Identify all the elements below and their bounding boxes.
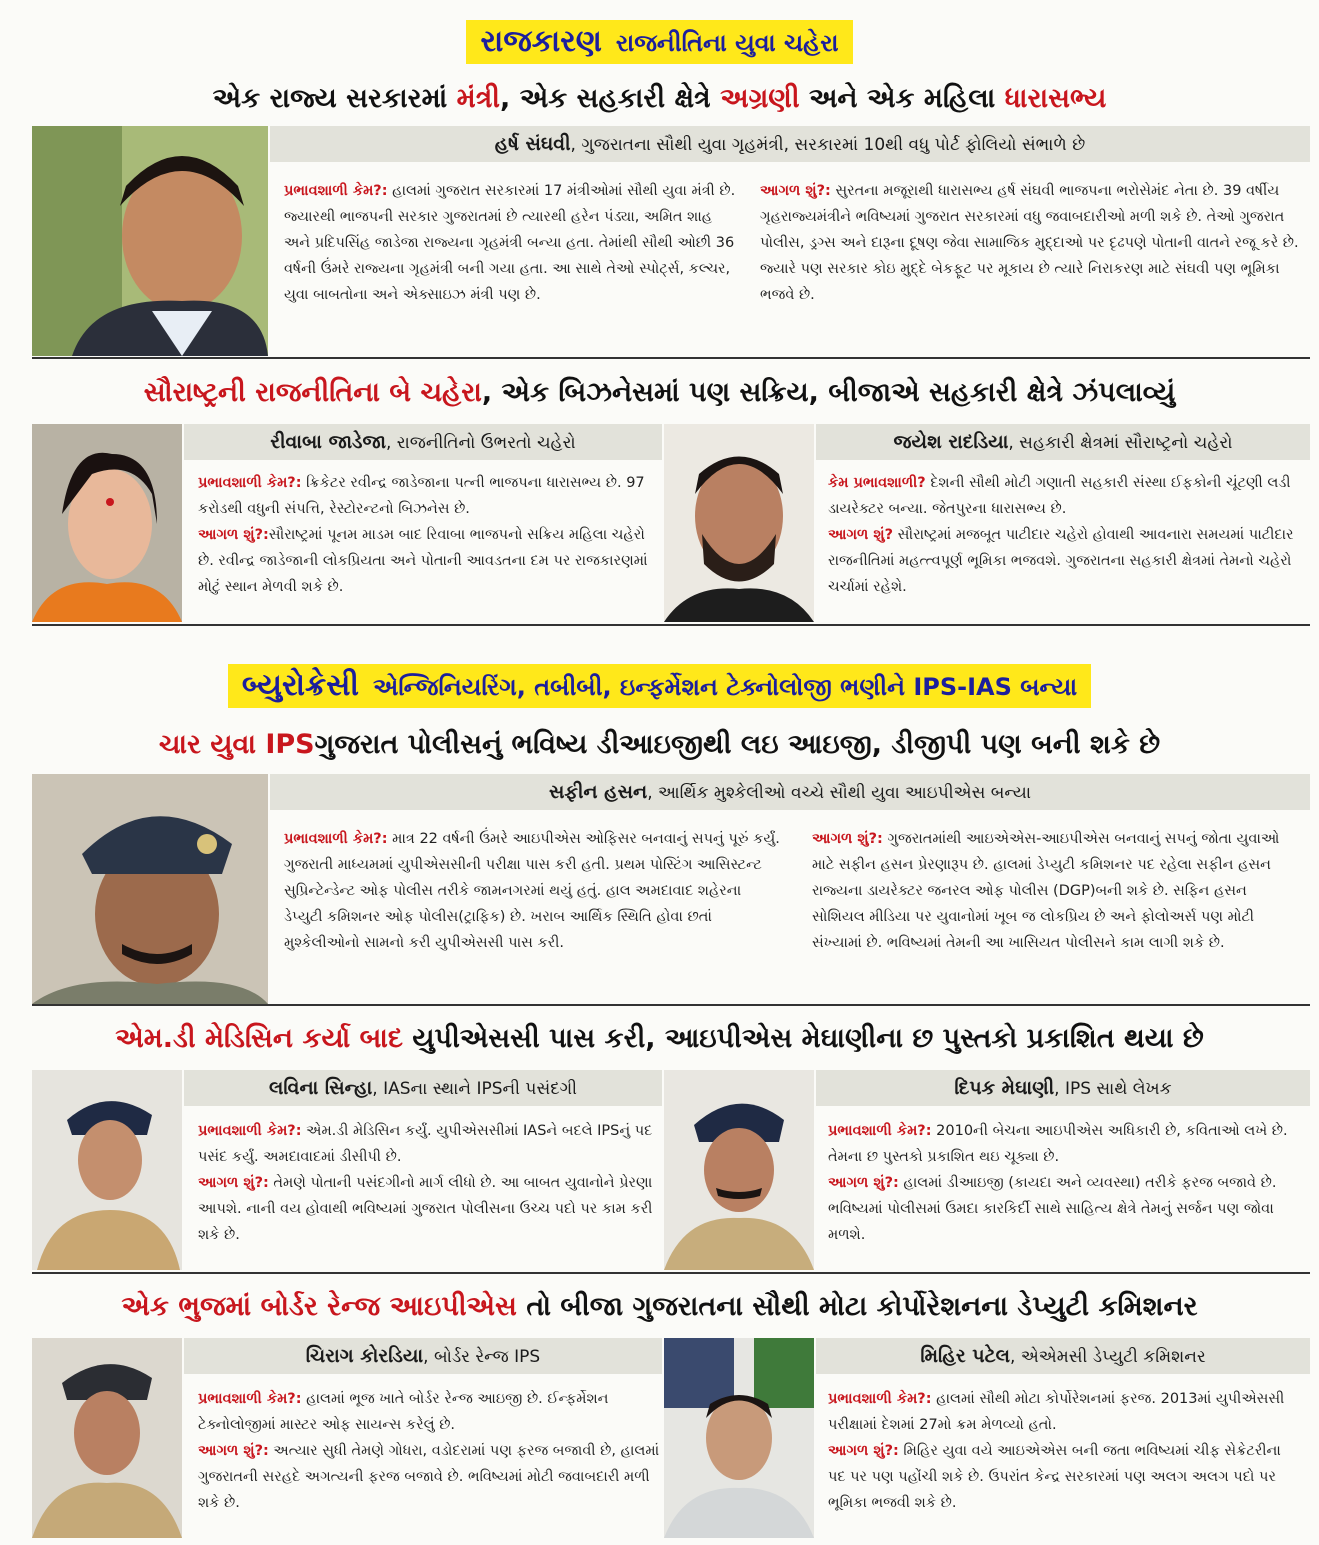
photo-chirag-koradiya — [32, 1338, 182, 1538]
politics-keyword: રાજકારણ — [480, 24, 602, 59]
chirag-text: પ્રભાવશાળી કેમ?: હાલમાં ભૂજ ખાતે બોર્ડર રેન્જ આઇજી છે. ઈન્ફર્મેશન ટેક્નોલોજીમાં માસ્ટર ઓફ સાયન્સ કરેલું છે. આગળ શું?: અત્યાર સુધી તેમણે ગોધરા, વડોદરામાં પણ ફરજ બજાવી છે, હાલમાં ગુજરાતની સરહદે અગત્યની ફરજ બજાવે છે. ભવિષ્યમાં મોટી જવાબદારી મળી શકે છે. — [198, 1391, 660, 1511]
safin-next: આગળ શું?: ગુજરાતમાંથી આઇએએસ-આઇપીએસ બનવાનું સપનું જોતા યુવાઓ માટે સફીન હસન પ્રેરણારૂપ છે. હાલમાં ડેપ્યુટી કમિશનર પદ રહેલા સફીન હસન રાજ્યના ડાયરેક્ટર જનરલ ઓફ પોલીસ (DGP)બની શકે છે. સફિન હસન સોશિયલ મીડિયા પર યુવાનોમાં ખૂબ જ લોકપ્રિય છે અને ફોલોઅર્સ પણ મોટી સંખ્યામાં છે. ભવિષ્યમાં તેમની આ ખાસિયત પોલીસને કામ લાગી શકે છે. — [812, 831, 1280, 951]
divider — [32, 624, 1310, 626]
rivaba-text: પ્રભાવશાળી કેમ?: ક્રિકેટર રવીન્દ્ર જાડેજાના પત્ની ભાજપના ધારાસભ્ય છે. 97 કરોડથી વધુની સંપત્તિ, રેસ્ટોરન્ટનો બિઝનેસ છે. આગળ શું?:સૌરાષ્ટ્રમાં પૂનમ માડમ બાદ રિવાબા ભાજપનો સક્રિય મહિલા ચહેરો છે. રવીન્દ્ર જાડેજાની લોકપ્રિયતા અને પોતાની આવડતના દમ પર રાજકારણમાં મોટું સ્થાન મેળવી શકે છે. — [198, 475, 648, 595]
namebar-rivaba-jadeja: રીવાબા જાડેજા, રાજનીતિનો ઉભરતો ચહેરો — [184, 424, 662, 460]
divider — [32, 1004, 1310, 1006]
politics-banner — [0, 20, 1319, 64]
bureaucracy-banner — [0, 664, 1319, 708]
photo-mihir-patel — [664, 1338, 814, 1538]
photo-jayesh-radadiya — [664, 424, 814, 622]
photo-safin-hasan — [32, 774, 268, 1004]
safin-why: પ્રભાવશાળી કેમ?: માત્ર 22 વર્ષની ઉંમરે આઇપીએસ ઓફિસર બનવાનું સપનું પૂરું કર્યું. ગુજરાતી માધ્યમમાં યુપીએસસીની પરીક્ષા પાસ કરી હતી. પ્રથમ પોસ્ટિંગ આસિસ્ટન્ટ સુપ્રિન્ટેન્ડેન્ટ ઓફ પોલીસ તરીકે જામનગરમાં થયું હતું. હાલ અમદાવાદ શહેરના ડેપ્યુટી કમિશનર ઓફ પોલીસ(ટ્રાફિક) છે. ખરાબ આર્થિક સ્થિતિ હોવા છતાં મુશ્કેલીઓનો સામનો કરી યુપીએસસી પાસ કરી. — [284, 831, 780, 951]
jayesh-text: કેમ પ્રભાવશાળી? દેશની સૌથી મોટી ગણાતી સહકારી સંસ્થા ઈફકોની ચૂંટણી લડી ડાયરેક્ટર બન્યા. જેતપુરના ધારાસભ્ય છે. આગળ શું? સૌરાષ્ટ્રમાં મજબૂત પાટીદાર ચહેરો હોવાથી આવનારા સમયમાં પાટીદાર રાજનીતિમાં મહત્ત્વપૂર્ણ ભૂમિકા ભજવશે. ગુજરાતના સહકારી ક્ષેત્રમાં તેમનો ચહેરો ચર્ચામાં રહેશે. — [828, 475, 1294, 595]
namebar-harsh-sanghavi: હર્ષ સંઘવી, ગુજરાતના સૌથી યુવા ગૃહમંત્રી, સરકારમાં 10થી વધુ પોર્ટ ફોલિયો સંભાળે છે — [270, 126, 1310, 162]
politics-title: રાજનીતિના યુવા ચહેરા — [615, 29, 839, 57]
heading-border-range: એક ભુજમાં બોર્ડર રેન્જ આઇપીએસ તો બીજા ગુજરાતના સૌથી મોટા કોર્પોરેશનના ડેપ્યુટી કમિશનર — [121, 1291, 1198, 1322]
divider — [32, 1272, 1310, 1274]
photo-rivaba-jadeja — [32, 424, 182, 622]
photo-dipak-meghani — [664, 1070, 814, 1270]
namebar-lavina-sinha: લવિના સિન્હા, IASના સ્થાને IPSની પસંદગી — [184, 1070, 662, 1106]
heading-md-medicine: એમ.ડી મેડિસિન કર્યા બાદ યુપીએસસી પાસ કરી, આઇપીએસ મેઘાણીના છ પુસ્તકો પ્રકાશિત થયા છે — [115, 1023, 1204, 1054]
harsh-next: આગળ શું?: સુરતના મજૂરાથી ધારાસભ્ય હર્ષ સંઘવી ભાજપના ભરોસેમંદ નેતા છે. 39 વર્ષીય ગૃહરાજ્યમંત્રીને ભવિષ્યમાં ગુજરાત સરકારમાં વધુ જવાબદારીઓ મળી શકે છે. તેઓ ગુજરાત પોલીસ, ડ્રગ્સ અને દારૂના દૂષણ જેવા સામાજિક મુદ્દાઓ પર દૃઢપણે પોતાની વાતને રજૂ કરે છે. જ્યારે પણ સરકાર કોઇ મુદ્દે બેકફૂટ પર મૂકાય છે ત્યારે નિરાકરણ માટે સંઘવી પણ ભૂમિકા ભજવે છે. — [760, 183, 1299, 303]
namebar-safin-hasan: સફીન હસન, આર્થિક મુશ્કેલીઓ વચ્ચે સૌથી યુવા આઇપીએસ બન્યા — [270, 774, 1310, 810]
photo-lavina-sinha — [32, 1070, 182, 1270]
mihir-text: પ્રભાવશાળી કેમ?: હાલમાં સૌથી મોટા કોર્પોરેશનમાં ફરજ. 2013માં યુપીએસસી પરીક્ષામાં દેશમાં 27મો ક્રમ મેળવ્યો હતો. આગળ શું?: મિહિર યુવા વયે આઇએએસ બની જતા ભવિષ્યમાં ચીફ સેક્રેટરીના પદ પર પણ પહોંચી શકે છે. ઉપરાંત કેન્દ્ર સરકારમાં પણ અલગ અલગ પદો પર ભૂમિકા ભજવી શકે છે. — [828, 1391, 1285, 1511]
namebar-dipak-meghani: દિપક મેઘાણી, IPS સાથે લેખક — [816, 1070, 1310, 1106]
heading-saurashtra: સૌરાષ્ટ્રની રાજનીતિના બે ચહેરા, એક બિઝનેસમાં પણ સક્રિય, બીજાએ સહકારી ક્ષેત્રે ઝંપલાવ્યું — [143, 377, 1176, 408]
harsh-why: પ્રભાવશાળી કેમ?: હાલમાં ગુજરાત સરકારમાં 17 મંત્રીઓમાં સૌથી યુવા મંત્રી છે. જ્યારથી ભાજપની સરકાર ગુજરાતમાં છે ત્યારથી હરેન પંડ્યા, અમિત શાહ અને પ્રદિપસિંહ જાડેજા રાજ્યના ગૃહમંત્રી બન્યા હતા. તેમાંથી સૌથી ઓછી 36 વર્ષની ઉંમરે રાજ્યના ગૃહમંત્રી બની ગયા હતા. આ સાથે તેઓ સ્પોર્ટ્સ, કલ્ચર, યુવા બાબતોના અને એક્સાઇઝ મંત્રી પણ છે. — [284, 183, 736, 303]
dipak-text: પ્રભાવશાળી કેમ?: 2010ની બેચના આઇપીએસ અધિકારી છે, કવિતાઓ લખે છે. તેમના છ પુસ્તકો પ્રકાશિત થઇ ચૂક્યા છે. આગળ શું?: હાલમાં ડીઆઇજી (કાયદા અને વ્યવસ્થા) તરીકે ફરજ બજાવે છે. ભવિષ્યમાં પોલીસમાં ઉમદા કારકિર્દી સાથે સાહિત્ય ક્ષેત્રે તેમનું સર્જન પણ જોવા મળશે. — [828, 1123, 1288, 1243]
namebar-mihir-patel: મિહિર પટેલ, એએમસી ડેપ્યુટી કમિશનર — [816, 1338, 1310, 1374]
heading-politics: એક રાજ્ય સરકારમાં મંત્રી, એક સહકારી ક્ષેત્રે અગ્રણી અને એક મહિલા ધારાસભ્ય — [212, 83, 1107, 114]
bureaucracy-title: એન્જિનિયરિંગ, તબીબી, ઇન્ફર્મેશન ટેક્નોલોજી ભણીને IPS-IAS બન્યા — [373, 673, 1078, 701]
namebar-jayesh-radadiya: જયેશ રાદડિયા, સહકારી ક્ષેત્રમાં સૌરાષ્ટ્રનો ચહેરો — [816, 424, 1310, 460]
divider — [32, 357, 1310, 359]
photo-harsh-sanghavi — [32, 126, 268, 356]
namebar-chirag-koradiya: ચિરાગ કોરડિયા, બોર્ડર રેન્જ IPS — [184, 1338, 662, 1374]
lavina-text: પ્રભાવશાળી કેમ?: એમ.ડી મેડિસિન કર્યું. યુપીએસસીમાં IASને બદલે IPSનું પદ પસંદ કર્યું. અમદાવાદમાં ડીસીપી છે. આગળ શું?: તેમણે પોતાની પસંદગીનો માર્ગ લીધો છે. આ બાબત યુવાનોને પ્રેરણા આપશે. નાની વય હોવાથી ભવિષ્યમાં ગુજરાત પોલીસના ઉચ્ચ પદો પર કામ કરી શકે છે. — [198, 1123, 653, 1243]
heading-ips: ચાર યુવા IPSગુજરાત પોલીસનું ભવિષ્ય ડીઆઇજીથી લઇ આઇજી, ડીજીપી પણ બની શકે છે — [158, 729, 1161, 760]
bureaucracy-keyword: બ્યુરોક્રેસી — [241, 668, 360, 703]
